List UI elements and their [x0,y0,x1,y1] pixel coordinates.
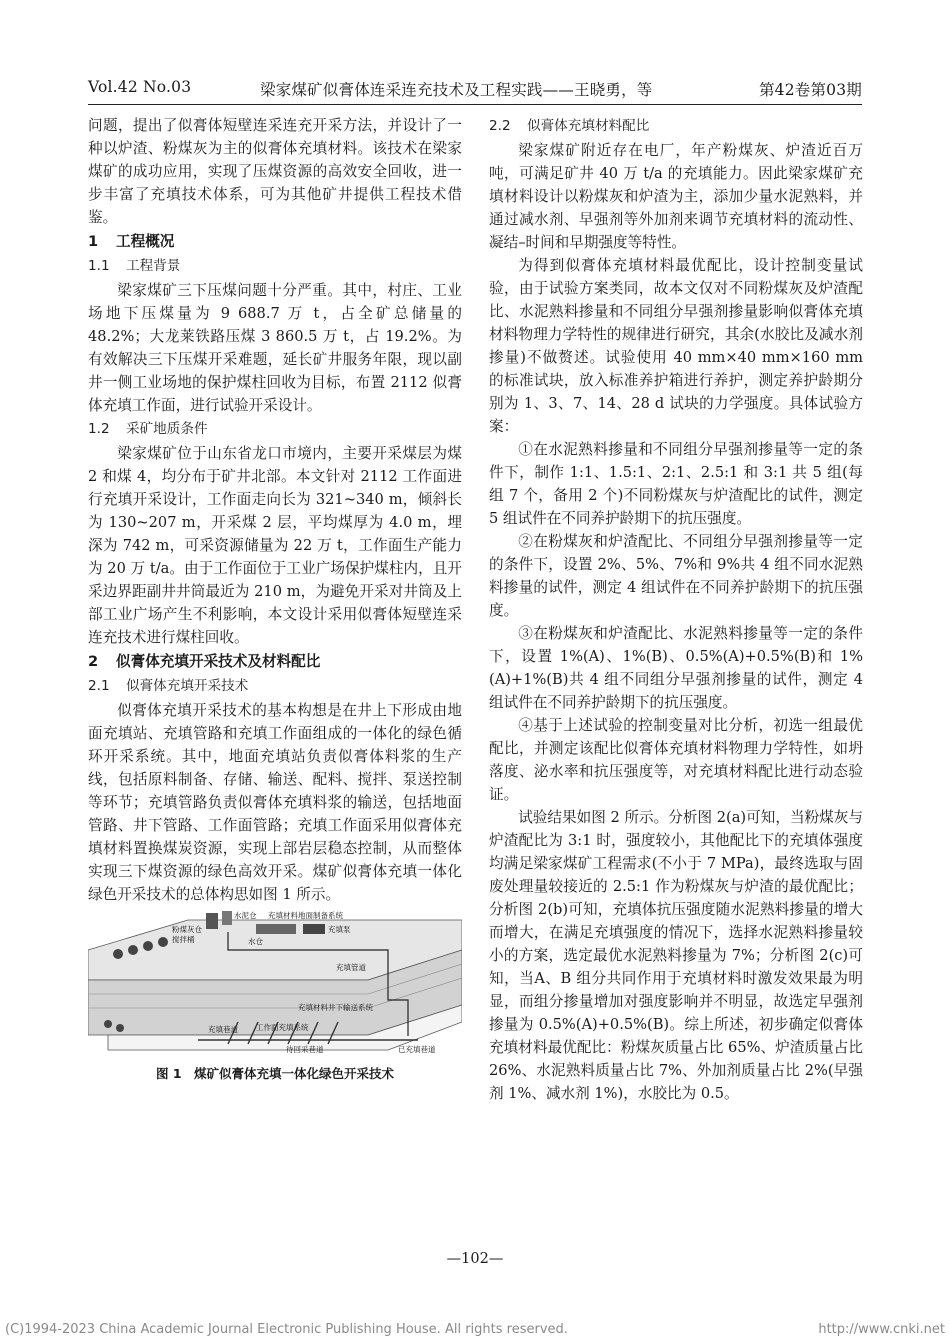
mining-system-diagram [88,910,462,1060]
section-number: 1.2 [88,421,110,437]
paragraph-2-2-a: 梁家煤矿附近存在电厂，年产粉煤灰、炉渣近百万吨，可满足矿井 40 万 t/a 的充填能力。因此梁家煤矿充填材料设计以粉煤灰和炉渣为主，添加少量水泥熟料，并通过减水剂、早强剂等外加剂来调节充填材料的流动性、凝结–时间和早期强度等特性。 [489,142,863,251]
intro-paragraph: 问题，提出了似膏体短壁连采连充开采方法，并设计了一种以炉渣、粉煤灰为主的似膏体充填材料。该技术在梁家煤矿的成功应用，实现了压煤资源的高效安全回收，进一步丰富了充填技术体系，可为其他矿井提供工程技术借鉴。 [88,117,462,226]
water-tank [256,924,296,934]
section-title: 似膏体充填材料配比 [527,118,650,134]
header-title: 梁家煤矿似膏体连采连充技术及工程实践——王晓勇，等 [260,81,653,99]
fill-pump [303,924,325,934]
results-paragraph: 试验结果如图 2 所示。分析图 2(a)可知，当粉煤灰与炉渣配比为 3:1 时，强度较小，其他配比下的充填体强度均满足梁家煤矿工程需求(不小于 7 MPa)，最终选取与固废处理量较接近的 2.5:1 作为粉煤灰与炉渣的最优配比；分析图 2(b)可知，充填体抗压强度随水泥熟料掺量的增大而增大，在满足充填强度的情况下，选择水泥熟料掺量较小的方案，选定最优水泥熟料掺量为 7%；分析图 2(c)可知，当A、B 组分共同作用于充填材料时激发效果最为明显，而组分掺量增加对强度影响并不明显，故选定早强剂掺量为 0.5%(A)+0.5%(B)。综上所述，初步确定似膏体充填材料最优配比：粉煤灰质量占比 65%、炉渣质量占比 26%、水泥熟料质量占比 7%、外加剂质量占比 2%(早强剂 1%、减水剂 1%)，水胶比为 0.5。 [489,809,863,1102]
section-title: 似膏体充填开采技术 [126,678,249,694]
section-1-heading [88,229,462,254]
cement-silo [222,911,232,925]
label-cement-bin: 水泥仓 [234,911,257,920]
label-flyash-bin: 粉煤灰仓 [172,925,202,934]
label-mixer: 搅拌桶 [172,935,195,944]
section-title: 采矿地质条件 [126,421,208,437]
test-scheme-1: ①在水泥熟料掺量和不同组分早强剂掺量等一定的条件下，制作 1:1、1.5:1、2:1、2.5:1 和 3:1 共 5 组(每组 7 个，备用 2 个)不同粉煤灰与炉渣配比的试件，测定 5 组试件在不同养护龄期下的抗压强度。 [489,441,863,527]
label-fill-roadway: 充填巷道 [208,1025,238,1034]
label-pipeline: 充填管道 [336,963,366,972]
paragraph-2-1: 似膏体充填开采技术的基本构想是在井上下形成由地面充填站、充填管路和充填工作面组成的一体化的绿色循环开采系统。其中，地面充填站负责似膏体料浆的生产线，包括原料制备、存储、输送、配料、搅拌、泵送控制等环节；充填管路负责似膏体充填料浆的输送，包括地面管路、井下管路、工作面管路；充填工作面采用似膏体充填材料置换煤炭资源，实现上部岩层稳态控制，从而整体实现三下煤资源的绿色高效开采。煤矿似膏体充填一体化绿色开采技术的总体构思如图 1 所示。 [88,702,462,903]
footer-copyright: (C)1994-2023 China Academic Journal Electronic Publishing House. All rights reserved. [5,1322,568,1337]
test-scheme-2: ②在粉煤灰和炉渣配比、不同组分早强剂掺量等一定的条件下，设置 2%、5%、7%和 9%共 4 组不同水泥熟料掺量的试件，测定 4 组试件在不同养护龄期下的抗压强度。 [489,533,863,619]
label-water-bin: 水仓 [248,937,263,946]
paragraph-2-2-b: 为得到似膏体充填材料最优配比，设计控制变量试验，由于试验方案类同，故本文仅对不同粉煤灰及炉渣配比、水泥熟料掺量和不同组分早强剂掺量影响似膏体充填材料物理力学特性的规律进行研究，其余(水胶比及减水剂掺量)不做赘述。试验使用 40 mm×40 mm×160 mm 的标准试块，放入标准养护箱进行养护，测定养护龄期分别为 1、3、7、14、28 d 试块的力学强度。具体试验方案： [489,257,863,435]
header-divider [88,104,862,105]
section-2-1-heading [88,674,462,699]
section-1-1-heading [88,254,462,279]
section-2-heading [88,649,462,674]
section-1-2-heading [88,417,462,442]
header-issue: 第42卷第03期 [758,81,862,99]
section-title: 似膏体充填开采技术及材料配比 [116,653,321,670]
test-scheme-4: ④基于上述试验的控制变量对比分析，初选一组最优配比，并测定该配比似膏体充填材料物理力学特性，如坍落度、泌水率和抗压强度等，对充填材料配比进行动态验证。 [489,717,863,803]
section-number: 2 [88,653,99,670]
section-number: 1 [88,233,99,250]
label-filled-roadway: 已充填巷道 [398,1045,436,1054]
test-scheme-3: ③在粉煤灰和炉渣配比、水泥熟料掺量等一定的条件下，设置 1%(A)、1%(B)、0.5%(A)+0.5%(B)和 1%(A)+1%(B)共 4 组不同组分早强剂掺量的试件，测定 4 组试件在不同养护龄期下的抗压强度。 [489,625,863,711]
left-column [88,114,462,1084]
label-waiting-roadway: 待回采巷道 [286,1045,324,1054]
running-header [88,78,862,102]
label-surface-system: 充填材料地面制备系统 [268,911,343,920]
page-number: —102— [446,1251,504,1267]
paragraph-1-1: 梁家煤矿三下压煤问题十分严重。其中，村庄、工业场地下压煤量为 9 688.7 万 t，占全矿总储量的 48.2%；大龙莱铁路压煤 3 860.5 万 t，占 19.2%。为有效解决三下压煤开采难题，延长矿井服务年限，现以副井一侧工业场地的保护煤柱回收为目标，布置 2112 似膏体充填工作面，进行试验开采设计。 [88,282,462,414]
label-underground-system: 充填材料井下输送系统 [298,1003,373,1012]
header-volume: Vol.42 No.03 [88,78,192,96]
section-number: 1.1 [88,258,110,274]
section-title: 工程概况 [116,233,175,250]
right-column [489,114,863,1105]
footer-url[interactable]: http://www.cnki.net [818,1322,945,1337]
figure-1-caption: 图 1 煤矿似膏体充填一体化绿色开采技术 [155,1066,395,1081]
section-number: 2.1 [88,678,110,694]
label-pump: 充填泵 [328,925,351,934]
section-2-2-heading [489,114,863,139]
paragraph-1-2: 梁家煤矿位于山东省龙口市境内，主要开采煤层为煤 2 和煤 4，均分布于矿井北部。本文针对 2112 工作面进行充填开采设计，工作面走向长为 321~340 m，倾斜长为 130~207 m，开采煤 2 层，平均煤厚为 4.0 m，埋深为 742 m，可采资源储量为 22 万 t，工作面生产能力为 20 万 t/a。由于工作面位于工业广场保护煤柱内，且开采边界距副井井筒最近为 210 m，为避免开采对井筒及上部工业广场产生不利影响，本文设计采用似膏体短壁连采连充技术进行煤柱回收。 [88,445,462,646]
flyash-silo [206,913,218,929]
section-title: 工程背景 [126,258,181,274]
label-face-system: 工作面充填系统 [256,1023,309,1032]
figure-1 [88,910,462,1060]
section-number: 2.2 [489,118,511,134]
